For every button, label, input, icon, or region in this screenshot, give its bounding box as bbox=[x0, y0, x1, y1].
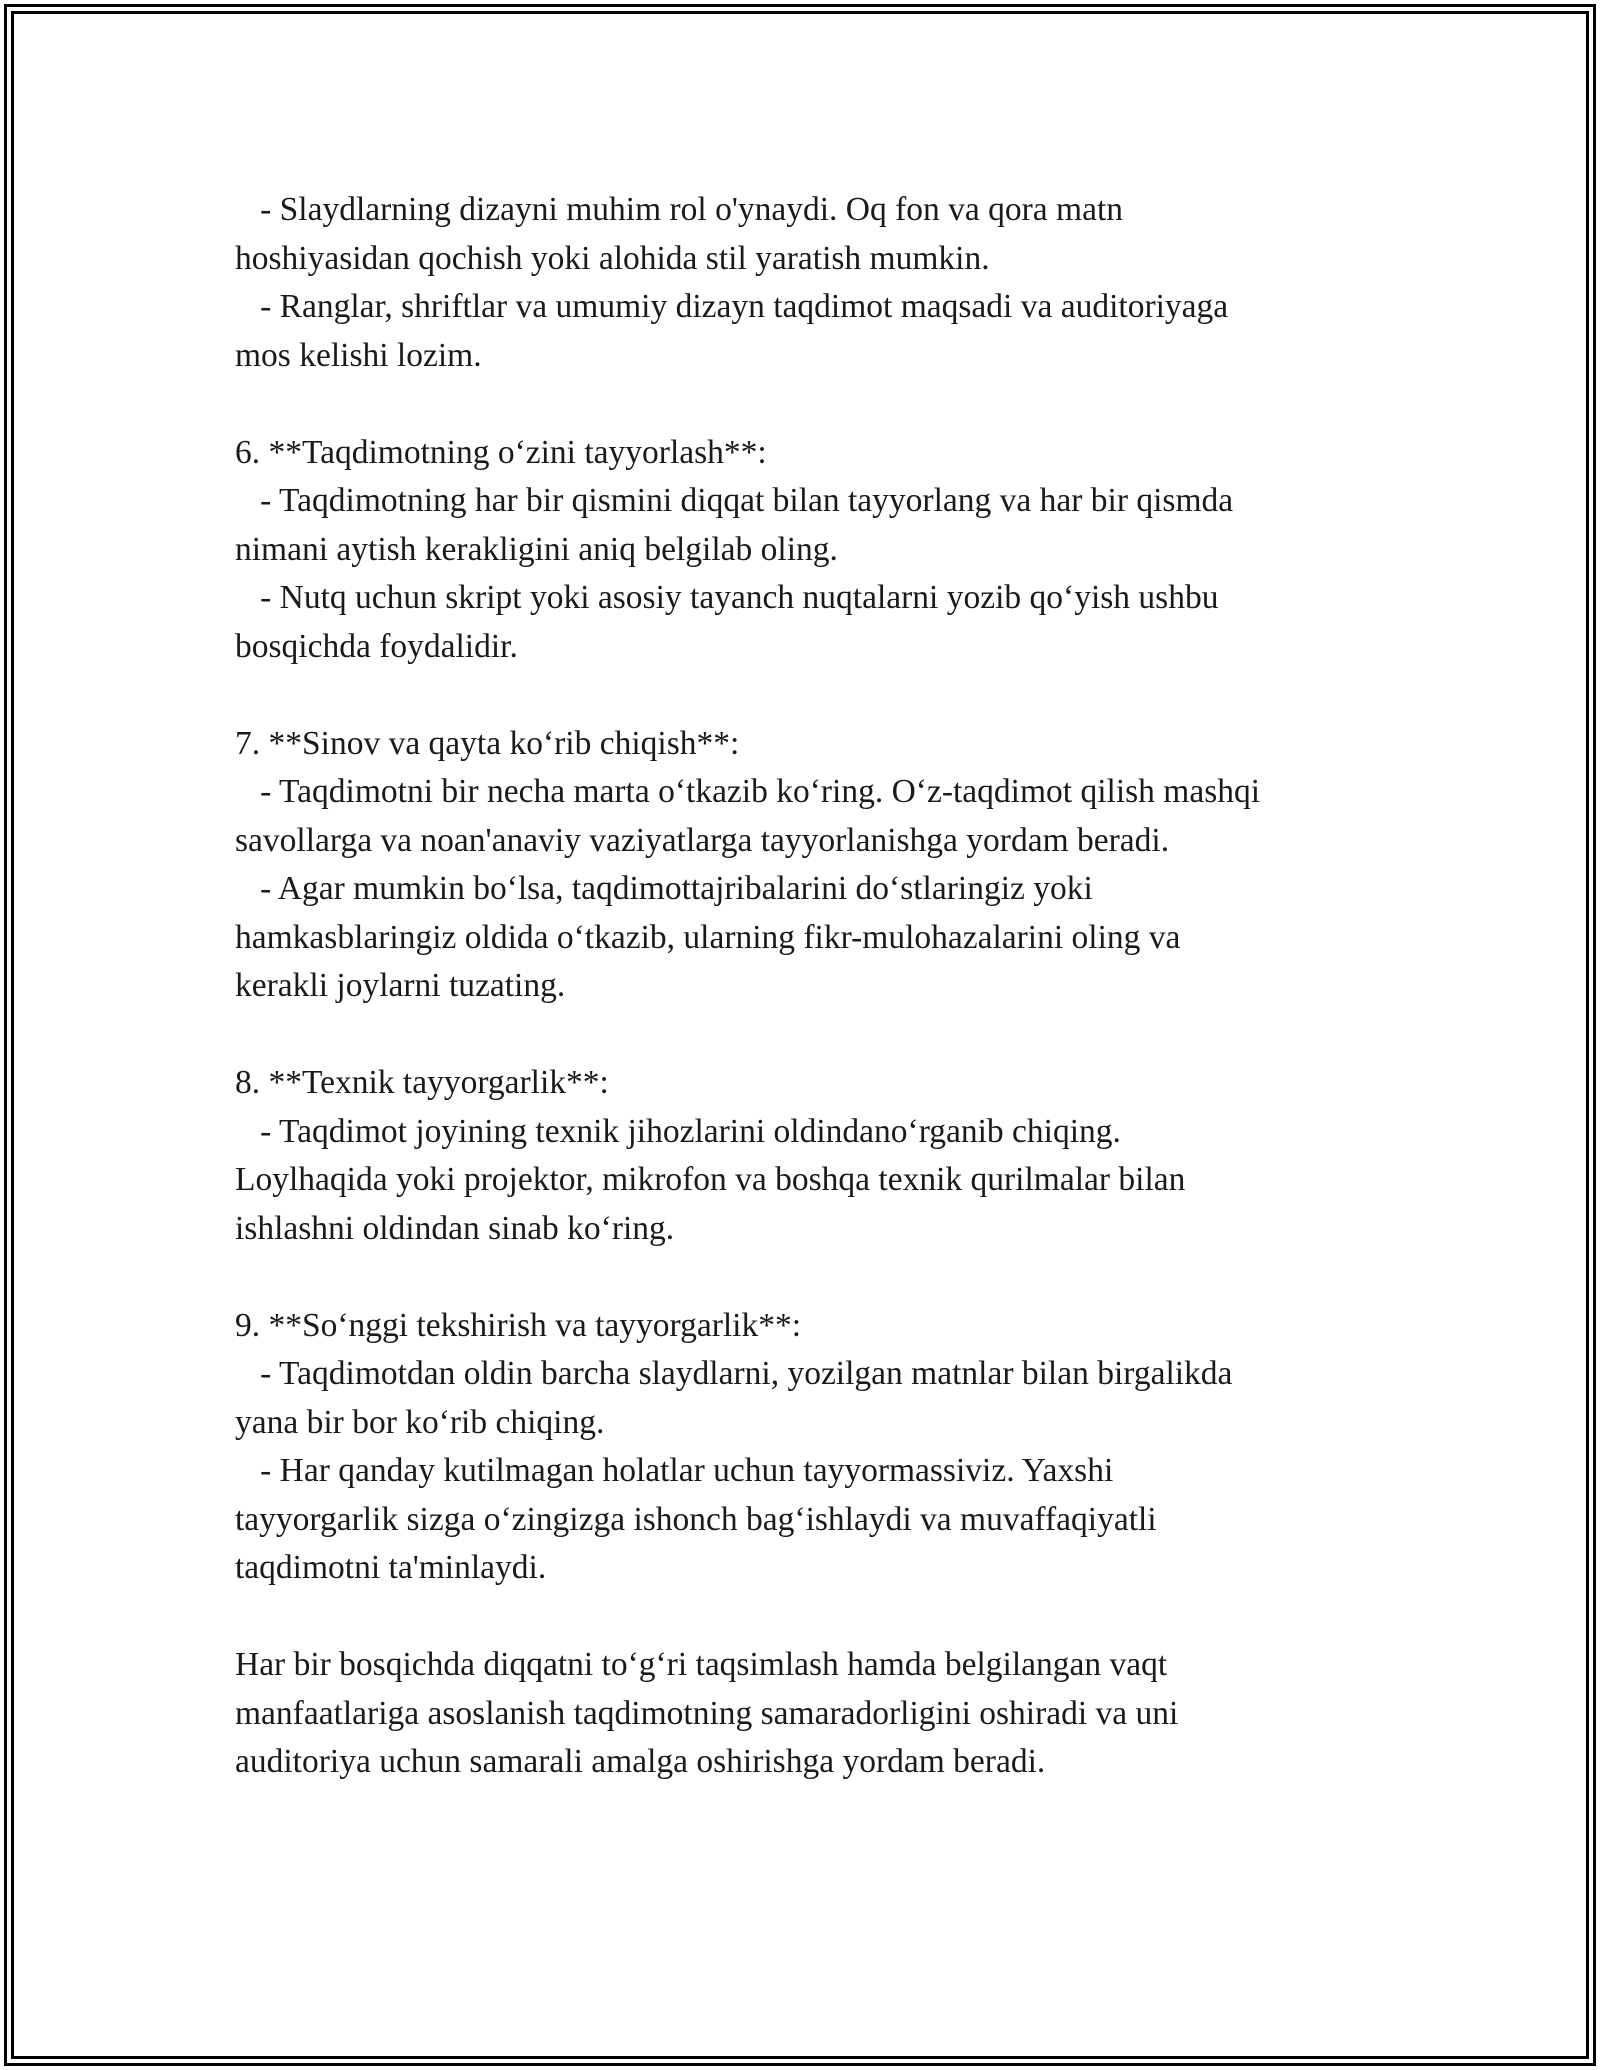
document-body-text: - Slaydlarning dizayni muhim rol o'ynaydi. Oq fon va qora matn hoshiyasidan qochish yoki alohida stil yaratish mumkin. - Ranglar, shriftlar va umumiy dizayn taqdimot maqsadi va auditoriyaga mos kelishi lozim. 6. **Taqdimotning o‘zini tayyorlash**: - Taqdimotning har bir qismini diqqat bilan tayyorlang va har bir qismda nimani aytish kerakligini aniq belgilab oling. - Nutq uchun skript yoki asosiy tayanch nuqtalarni yozib qo‘yish ushbu bosqichda foydalidir. 7. **Sinov va qayta ko‘rib chiqish**: - Taqdimotni bir necha marta o‘tkazib ko‘ring. O‘z-taqdimot qilish mashqi savollarga va noan'anaviy vaziyatlarga tayyorlanishga yordam beradi. - Agar mumkin bo‘lsa, taqdimottajribalarini do‘stlaringiz yoki hamkasblaringiz oldida o‘tkazib, ularning fikr-mulohazalarini oling va kerakli joylarni tuzating. 8. **Texnik tayyorgarlik**: - Taqdimot joyining texnik jihozlarini oldindano‘rganib chiqing. Loylhaqida yoki projektor, mikrofon va boshqa texnik qurilmalar bilan ishlashni oldindan sinab ko‘ring. 9. **So‘nggi tekshirish va tayyorgarlik**: - Taqdimotdan oldin barcha slaydlarni, yozilgan matnlar bilan birgalikda yana bir bor ko‘rib chiqing. - Har qanday kutilmagan holatlar uchun tayyormassiviz. Yaxshi tayyorgarlik sizga o‘zingizga ishonch bag‘ishlaydi va muvaffaqiyatli taqdimotni ta'minlaydi. Har bir bosqichda diqqatni to‘g‘ri taqsimlash hamda belgilangan vaqt manfaatlariga asoslanish taqdimotning samaradorligini oshiradi va uni auditoriya uchun samarali amalga oshirishga yordam beradi. bbox=[235, 191, 1261, 1780]
